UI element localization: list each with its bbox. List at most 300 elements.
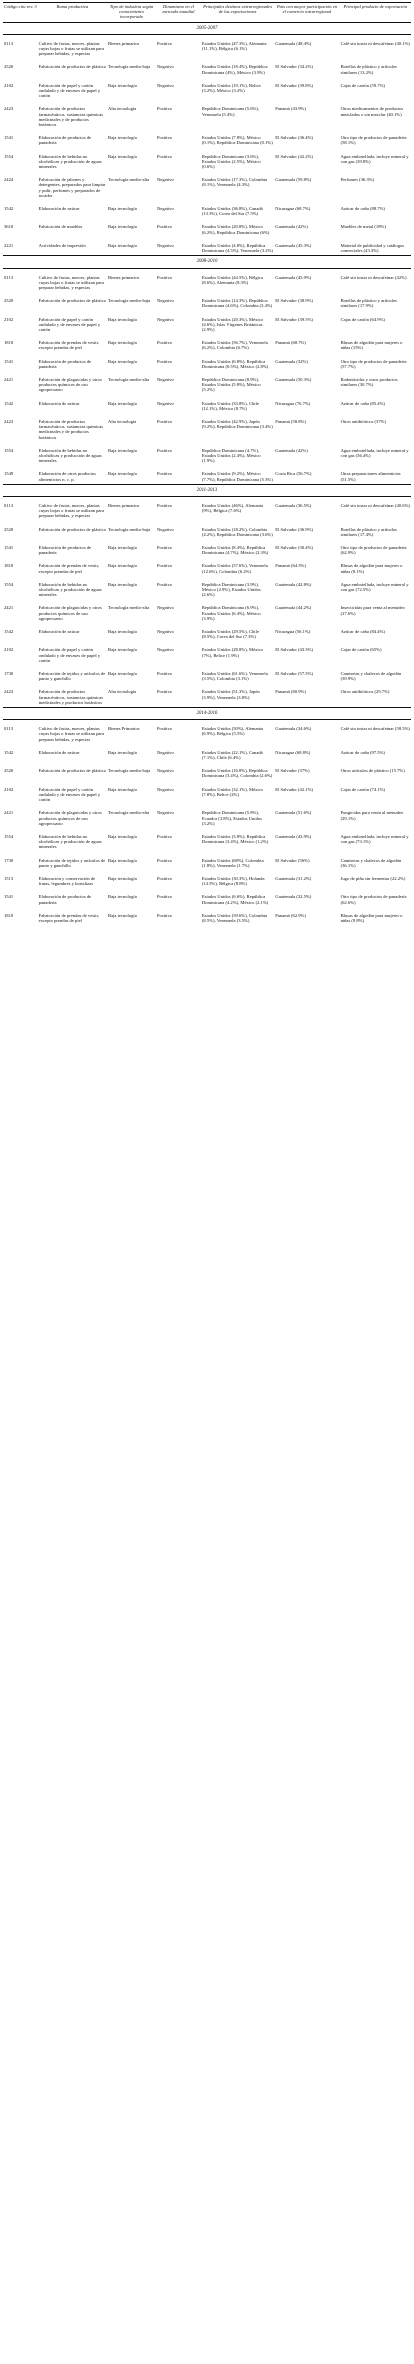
cell-code: 2423 — [4, 106, 14, 112]
table-row — [3, 762, 411, 780]
table-row — [3, 599, 411, 623]
period-label: 2008-2010 — [3, 256, 411, 268]
cell-destinations: Estados Unidos (36.8%), Canadá (13.3%), Corea del Sur (7.5%) — [201, 206, 263, 217]
cell-destinations: Estados Unidos (50%), Alemania (6.9%), Bélgica (5.5%) — [201, 726, 264, 737]
cell-branch: Elaboración de azúcar — [38, 629, 80, 635]
cell-dynamism: Positivo — [156, 135, 173, 141]
table-row — [3, 557, 411, 575]
cell-country: Guatemala (36.5%) — [275, 502, 312, 508]
cell-code: 2421 — [4, 605, 14, 611]
cell-branch: Elaboración y conservación de frutas, legumbres y hortalizas — [38, 875, 96, 887]
cell-branch: Fabricación de papel y cartón ondulado y de envases de papel y cartón — [38, 316, 101, 332]
table-row — [3, 828, 411, 852]
cell-code: 1810 — [4, 563, 14, 569]
cell-dynamism: Positivo — [156, 875, 173, 881]
cell-destinations: República Dominicana (5.6%), Venezuela (5.4%) — [201, 106, 260, 117]
cell-product: Cajas de cartón (65%) — [340, 647, 382, 653]
cell-dynamism: Positivo — [156, 545, 173, 550]
cell-code: 0113 — [4, 274, 14, 280]
cell-dynamism: Negativo — [156, 749, 174, 755]
cell-country: Panamá (60.9%) — [275, 689, 306, 695]
cell-knowledge: Baja tecnología — [108, 545, 137, 550]
cell-product: Blusas de algodón para mujeres o niñas (9.8%) — [340, 912, 403, 923]
table-row — [3, 200, 411, 218]
cell-product: Cajas de cartón (59.7%) — [340, 82, 385, 88]
cell-branch: Fabricación de papel y cartón ondulado y de envases de papel y cartón — [38, 82, 101, 99]
cell-product: Agua embotellada, incluye mineral y con gas (72.5%) — [340, 581, 409, 593]
cell-code: 1810 — [4, 912, 14, 918]
cell-code: 0113 — [4, 726, 14, 732]
cell-dynamism: Positivo — [156, 340, 173, 346]
cell-branch: Fabricación de muebles — [38, 224, 83, 230]
cell-product: Jugo de piña sin fermentar (22.2%) — [340, 875, 406, 881]
cell-knowledge: Baja tecnología — [108, 82, 137, 88]
cell-branch: Fabricación de plaguicidas y otros productos químicos de uso agropecuario — [38, 376, 102, 393]
cell-destinations: Estados Unidos (51.3%), Japón (3.9%), Venezuela (3.8%) — [201, 689, 260, 700]
cell-dynamism: Positivo — [156, 224, 173, 230]
cell-product: Material de publicidad y catálogos comerciales (43.3%) — [340, 242, 405, 254]
cell-branch: Cultivo de frutas, nueces, plantas cuyas hojas o frutas se utilizan para preparar bebidas, y especias — [38, 502, 104, 519]
table-row — [3, 353, 411, 371]
header-code: Código ciiu rev. 3 — [4, 4, 37, 9]
cell-knowledge: Baja tecnología — [108, 833, 137, 839]
cell-product: Insecticidas para venta al menudeo (27.6%) — [340, 605, 405, 616]
cell-country: Guatemala (45.9%) — [275, 274, 312, 280]
table-header — [3, 3, 411, 23]
cell-branch: Elaboración de azúcar — [38, 400, 80, 406]
cell-destinations: Estados Unidos (9.2%), México (7.7%), República Dominicana (5.3%) — [201, 471, 273, 482]
cell-dynamism: Positivo — [156, 418, 173, 424]
cell-knowledge: Bienes primarios — [108, 274, 140, 280]
cell-country: El Salvador (36.9%) — [275, 526, 313, 532]
cell-country: Guatemala (45.3%) — [275, 242, 312, 248]
cell-branch: Fabricación de productos farmacéuticos, sustancias químicas medicinales y de productos botánicos — [38, 418, 104, 440]
cell-dynamism: Negativo — [156, 206, 174, 212]
cell-destinations: Estados Unidos (29.5%), Chile (8.5%), Corea del Sur (7.3%) — [201, 629, 259, 640]
cell-branch: Fabricación de papel y cartón ondulado y de envases de papel y cartón — [38, 786, 101, 803]
cell-product: Azúcar de caña (88.7%) — [340, 206, 385, 212]
table-row — [3, 218, 411, 236]
cell-product: Rodenticidas y otros productos similares (30.7%) — [340, 376, 398, 388]
cell-country: Guatemala (59.8%) — [275, 177, 312, 183]
cell-branch: Fabricación de plaguicidas y otros productos químicos de uso agropecuario — [38, 605, 102, 621]
cell-dynamism: Negativo — [156, 786, 174, 792]
cell-code: 1541 — [4, 894, 14, 900]
cell-code: 1554 — [4, 153, 14, 159]
cell-country: Guatemala (43.9%) — [275, 833, 312, 839]
cell-knowledge: Alta tecnología — [108, 418, 137, 424]
cell-destinations: Estados Unidos (20.3%), México (4.6%), Islas Vírgenes Británicas (2.9%) — [201, 316, 263, 332]
cell-dynamism: Negativo — [156, 629, 174, 635]
table-row — [3, 781, 411, 805]
page — [0, 0, 414, 925]
cell-knowledge: Bienes primarios — [108, 502, 140, 508]
header-branch: Rama productiva — [56, 4, 89, 9]
cell-product: Camisetas y chalecos de algodón (39.9%) — [340, 671, 402, 682]
cell-knowledge: Tecnología medio-baja — [108, 768, 151, 774]
cell-dynamism: Positivo — [156, 833, 173, 839]
cell-country: Guatemala (42.8%) — [275, 581, 312, 587]
cell-product: Otro tipo de productos de panadería (62.6%) — [340, 894, 407, 905]
cell-dynamism: Negativo — [156, 810, 174, 816]
cell-branch: Elaboración de bebidas no alcohólicas y producción de aguas minerales — [38, 153, 102, 170]
cell-destinations: Estados Unidos (7.8%), México (0.1%), República Dominicana (0.1%) — [201, 135, 273, 146]
cell-dynamism: Positivo — [156, 153, 173, 159]
cell-code: 1554 — [4, 833, 14, 839]
cell-code: 2520 — [4, 768, 14, 774]
cell-branch: Cultivo de frutas, nueces, plantas cuyas hojas o frutas se utilizan para preparar bebidas, y especias — [38, 274, 104, 290]
table-row — [3, 720, 411, 744]
cell-country: Panamá (64.3%) — [275, 563, 306, 569]
cell-product: Otro tipo de productos de panadería (58.1%) — [340, 135, 407, 146]
cell-product: Agua embotellada, incluye mineral y con gas (36.4%) — [340, 447, 409, 458]
cell-code: 2102 — [4, 316, 14, 322]
cell-branch: Fabricación de productos de plástico — [38, 298, 107, 304]
cell-code: 1554 — [4, 581, 14, 587]
cell-knowledge: Baja tecnología — [108, 153, 137, 159]
cell-branch: Fabricación de productos farmacéuticos, sustancias químicas medicinales y productos botánicos — [38, 689, 104, 705]
cell-knowledge: Tecnología medio-alta — [108, 177, 150, 183]
cell-branch: Elaboración de azúcar — [38, 206, 80, 212]
cell-destinations: Estados Unidos (17.3%), Colombia (8.1%), Venezuela (4.3%) — [201, 177, 268, 188]
cell-country: Guatemala (32%) — [275, 358, 308, 364]
cell-code: 1542 — [4, 400, 14, 406]
cell-branch: Fabricación de productos de plástico — [38, 64, 107, 70]
cell-country: Guatemala (42%) — [275, 447, 308, 453]
cell-branch: Elaboración de productos de panadería — [38, 358, 92, 369]
cell-knowledge: Baja tecnología — [108, 912, 137, 918]
cell-code: 0113 — [4, 502, 14, 508]
cell-code: 2520 — [4, 64, 14, 70]
cell-destinations: Estados Unidos (32.1%), México (7.8%), Belice (2%) — [201, 786, 263, 797]
cell-branch: Cultivo de frutas, nueces, plantas cuyas hojas o frutas se utilizan para preparar bebidas, y especias — [38, 40, 104, 57]
table-row — [3, 521, 411, 539]
cell-dynamism: Negativo — [156, 64, 174, 70]
cell-country: Nicaragua (76.7%) — [275, 400, 311, 406]
cell-dynamism: Negativo — [156, 82, 174, 88]
cell-destinations: República Dominicana (3.9%), México (2.9%), Estados Unidos (2.6%) — [201, 581, 261, 598]
cell-code: 1730 — [4, 857, 14, 863]
cell-country: El Salvador (43.3%) — [275, 647, 313, 653]
cell-branch: Elaboración de bebidas no alcohólicas y producción de aguas minerales — [38, 581, 102, 598]
table-row — [3, 292, 411, 310]
table-row — [3, 888, 411, 906]
table-row — [3, 442, 411, 466]
cell-country: Costa Rica (56.7%) — [275, 471, 312, 477]
header-knowledge: Tipo de industria según conocimiento incorporado — [109, 4, 154, 20]
cell-product: Fungicidas para venta al menudeo (29.1%) — [340, 810, 404, 821]
cell-destinations: Estados Unidos (18.2%), Colombia (4.2%), República Dominicana (3.6%) — [201, 526, 273, 537]
cell-code: 2102 — [4, 82, 14, 88]
table-row — [3, 539, 411, 557]
cell-knowledge: Tecnología medio-alta — [108, 376, 150, 382]
cell-knowledge: Baja tecnología — [108, 671, 137, 677]
cell-country: Nicaragua (68.8%) — [275, 749, 311, 755]
cell-product: Agua embotellada, incluye mineral y con gas (73.1%) — [340, 833, 409, 845]
period-row — [3, 22, 411, 34]
cell-dynamism: Negativo — [156, 768, 174, 774]
cell-code: 2520 — [4, 526, 14, 532]
cell-knowledge: Baja tecnología — [108, 647, 137, 653]
cell-knowledge: Baja tecnología — [108, 629, 137, 635]
cell-knowledge: Tecnología medio-baja — [108, 298, 151, 304]
table-row — [3, 371, 411, 395]
cell-knowledge: Baja tecnología — [108, 135, 137, 141]
cell-product: Otros medicamentos de productos mezclados o sin mezclar (40.1%) — [340, 106, 404, 117]
cell-knowledge: Baja tecnología — [108, 786, 137, 792]
cell-knowledge: Baja tecnología — [108, 471, 137, 477]
cell-dynamism: Positivo — [156, 689, 173, 695]
cell-country: El Salvador (34.2%) — [275, 64, 313, 70]
cell-knowledge: Baja tecnología — [108, 358, 137, 364]
cell-destinations: Estados Unidos (61.6%), Venezuela (3.5%), Colombia (3.1%) — [201, 671, 268, 682]
cell-country: El Salvador (36.4%) — [275, 135, 313, 141]
cell-country: Panamá (62.9%) — [275, 912, 306, 918]
table-row — [3, 148, 411, 172]
cell-code: 1541 — [4, 358, 14, 364]
cell-dynamism: Positivo — [156, 857, 173, 863]
table-row — [3, 171, 411, 200]
cell-destinations: Estados Unidos (30.3%), Holanda (14.5%), Bélgica (8.8%) — [201, 875, 265, 887]
cell-destinations: Estados Unidos (6.8%), República Dominicana (0.5%), México (2.8%) — [201, 358, 269, 369]
cell-code: 3610 — [4, 224, 14, 230]
cell-code: 1554 — [4, 447, 14, 453]
cell-knowledge: Tecnología medio-baja — [108, 526, 151, 532]
table-row — [3, 496, 411, 520]
cell-destinations: Estados Unidos (14.3%), República Dominicana (4.6%), Colombia (3.4%) — [201, 298, 273, 309]
header-product: Principal producto de exportación — [343, 4, 408, 9]
cell-product: Blusas de algodón para mujeres o niñas (8.1%) — [340, 563, 403, 574]
cell-destinations: Estados Unidos (19.1%), Belice (3.2%), México (3.2%) — [201, 82, 261, 94]
cell-destinations: Estados Unidos (16.8%), República Dominicana (3.4%), Colombia (2.6%) — [201, 768, 273, 779]
cell-country: Panamá (43.9%) — [275, 106, 306, 112]
cell-branch: Fabricación de prendas de vestir, excepto prendas de piel — [38, 340, 100, 351]
cell-knowledge: Bienes Primarios — [108, 726, 140, 732]
cell-destinations: República Dominicana (5.8%), Ecuador (3.8%), Estados Unidos (3.2%) — [201, 810, 262, 826]
cell-product: Perfumes (36.3%) — [340, 177, 374, 183]
table-row — [3, 576, 411, 600]
cell-destinations: Estados Unidos (22.1%), Canadá (7.1%), Chile (6.4%) — [201, 749, 263, 761]
cell-knowledge: Baja tecnología — [108, 875, 137, 881]
cell-code: 1541 — [4, 545, 14, 550]
cell-country: Guatemala (34.6%) — [275, 726, 312, 732]
cell-dynamism: Negativo — [156, 316, 174, 322]
cell-knowledge: Baja tecnología — [108, 316, 137, 322]
cell-branch: Elaboración de productos de panadería — [38, 545, 92, 556]
cell-destinations: Estados Unidos (46%), Alemania (9%), Bélgica (7.6%) — [201, 502, 264, 514]
cell-branch: Elaboración de bebidas no alcohólicas y producción de aguas minerales — [38, 833, 102, 850]
cell-code: 2423 — [4, 689, 14, 695]
cell-knowledge: Baja tecnología — [108, 224, 137, 230]
cell-branch: Cultivo de frutas, nueces, plantas cuyas hojas o frutas se utilizan para preparar bebidas, y especias — [38, 726, 104, 742]
cell-country: Guatemala (50.3%) — [275, 376, 312, 382]
cell-product: Azúcar de caña (85.4%) — [340, 400, 385, 406]
cell-country: Guatemala (51.6%) — [275, 810, 312, 816]
table-row — [3, 58, 411, 76]
cell-product: Azúcar de caña (84.4%) — [340, 629, 385, 635]
cell-branch: Elaboración de otros productos alimenticios n. c. p. — [38, 471, 96, 482]
cell-knowledge: Bienes primarios — [108, 40, 140, 46]
cell-product: Cajas de cartón (74.1%) — [340, 786, 385, 792]
table-row — [3, 311, 411, 335]
table-row — [3, 268, 411, 292]
table-row — [3, 34, 411, 58]
cell-knowledge: Baja tecnología — [108, 563, 137, 569]
cell-product: Azúcar de caña (97.5%) — [340, 749, 385, 755]
cell-country: El Salvador (56%) — [275, 857, 310, 863]
cell-product: Otro tipo de productos de panadería (57.7%) — [340, 358, 407, 369]
cell-knowledge: Tecnología medio-baja — [108, 64, 151, 70]
cell-destinations: República Dominicana (8.9%), Estados Unidos (5.8%), México (5.2%) — [201, 376, 261, 393]
table-row — [3, 852, 411, 870]
period-label: 2005-2007 — [3, 22, 411, 34]
cell-country: Guatemala (32.5%) — [275, 894, 312, 900]
cell-dynamism: Positivo — [156, 726, 173, 732]
export-table — [3, 2, 411, 925]
cell-branch: Fabricación de plaguicidas y otros productos químicos de uso agropecuario — [38, 810, 102, 826]
cell-branch: Actividades de impresión — [38, 242, 86, 248]
cell-country: El Salvador (42.1%) — [275, 786, 313, 792]
cell-dynamism: Positivo — [156, 106, 173, 112]
cell-product: Café sin tostar ni descafeinar (42%) — [340, 274, 407, 280]
cell-branch: Elaboración de productos de panadería — [38, 894, 92, 905]
header-country: País con mayor participación en el comercio intrarregional — [276, 4, 338, 15]
cell-code: 2102 — [4, 647, 14, 653]
cell-country: El Salvador (39.5%) — [275, 316, 313, 322]
period-label: 2011-2013 — [3, 484, 411, 496]
cell-code: 2102 — [4, 786, 14, 792]
cell-code: 2421 — [4, 376, 14, 382]
cell-product: Café sin tostar ni descafeinar (58.5%) — [340, 726, 410, 732]
table-row — [3, 623, 411, 641]
cell-destinations: Estados Unidos (59.6%), Colombia (8.5%), Venezuela (3.5%) — [201, 912, 268, 923]
cell-knowledge: Alta tecnología — [108, 689, 137, 695]
cell-country: El Salvador (30.4%) — [275, 545, 313, 550]
cell-dynamism: Negativo — [156, 526, 174, 532]
cell-code: 1542 — [4, 629, 14, 635]
cell-product: Otros artículos de plástico (15.7%) — [340, 768, 405, 774]
table-row — [3, 77, 411, 101]
cell-destinations: Estados Unidos (44.5%), Bélgica (8.6%), Alemania (8.3%) — [201, 274, 263, 285]
cell-country: Nicaragua (56.1%) — [275, 629, 311, 635]
cell-country: Guatemala (42%) — [275, 224, 308, 230]
table-row — [3, 744, 411, 762]
cell-code: 2520 — [4, 298, 14, 304]
header-dynamism: Dinamismo en el mercado mundial — [162, 4, 195, 15]
cell-branch: Fabricación de tejidos y artículos de punto y ganchillo — [38, 671, 106, 682]
table-row — [3, 413, 411, 442]
cell-product: Camisetas y chalecos de algodón (36.1%) — [340, 857, 402, 868]
cell-branch: Fabricación de productos farmacéuticos, sustancias químicas medicinales y de productos botánicos — [38, 106, 104, 128]
cell-dynamism: Positivo — [156, 447, 173, 453]
cell-code: 1549 — [4, 471, 14, 477]
cell-product: Botellas de plástico y artículos similares (13.2%) — [340, 64, 397, 75]
cell-knowledge: Baja tecnología — [108, 857, 137, 863]
cell-product: Muebles de metal (18%) — [340, 224, 386, 230]
header-destinations: Principales destinos extrarregionales de las exportaciones — [203, 4, 273, 15]
cell-country: El Salvador (38.9%) — [275, 298, 313, 304]
cell-branch: Fabricación de productos de plástico — [38, 526, 107, 532]
cell-product: Botellas de plástico y artículos similares (17.9%) — [340, 298, 397, 309]
cell-branch: Fabricación de prendas de vestir, excepto prendas de piel — [38, 563, 100, 574]
cell-country: El Salvador (39.8%) — [275, 82, 313, 88]
cell-knowledge: Baja tecnología — [108, 242, 137, 248]
cell-country: Panamá (68.7%) — [275, 340, 306, 346]
cell-destinations: Estados Unidos (6.6%), República Dominicana (4.2%), México (2.1%) — [201, 894, 269, 905]
cell-destinations: Estados Unidos (28.8%), México (7%), Belice (1.9%) — [201, 647, 263, 658]
cell-destinations: Estados Unidos (56.7%), Venezuela (6.2%), Colombia (6.7%) — [201, 340, 268, 351]
cell-branch: Fabricación de papel y cartón ondulado y de envases de papel y cartón — [38, 647, 101, 663]
cell-destinations: Estados Unidos (20.8%), México (6.2%), República Dominicana (6%) — [201, 224, 270, 235]
cell-code: 0113 — [4, 40, 14, 46]
cell-code: 1542 — [4, 749, 14, 755]
period-row — [3, 484, 411, 496]
cell-code: 1810 — [4, 340, 14, 346]
table-body — [3, 22, 411, 925]
cell-code: 1730 — [4, 671, 14, 677]
cell-dynamism: Positivo — [156, 671, 173, 677]
cell-branch: Fabricación de prendas de vestir, excepto prendas de piel — [38, 912, 100, 923]
cell-destinations: Estados Unidos (68%), Colombia (1.8%), Venezuela (1.7%) — [201, 857, 264, 868]
cell-branch: Fabricación de tejidos y artículos de punto y ganchillo — [38, 857, 106, 868]
cell-knowledge: Tecnología medio-alta — [108, 810, 150, 816]
cell-branch: Fabricación de jabones y detergentes, preparados para limpiar y pulir, perfumes y preparados de tocador — [38, 177, 106, 198]
cell-branch: Elaboración de productos de panadería — [38, 135, 92, 146]
cell-product: Cajas de cartón (64.9%) — [340, 316, 385, 322]
cell-destinations: Estados Unidos (33.8%), Chile (12.1%), México (8.7%) — [201, 400, 259, 411]
table-row — [3, 100, 411, 129]
cell-code: 1541 — [4, 135, 14, 141]
table-row — [3, 907, 411, 925]
cell-code: 1513 — [4, 875, 14, 881]
table-row — [3, 870, 411, 888]
cell-dynamism: Negativo — [156, 177, 174, 183]
cell-dynamism: Negativo — [156, 605, 174, 611]
cell-knowledge: Alta tecnología — [108, 106, 137, 112]
cell-product: Blusas de algodón para mujeres o niñas (15%) — [340, 340, 403, 351]
cell-destinations: Estados Unidos (3.8%), República Dominicana (3.4%), México (1.2%) — [201, 833, 269, 845]
cell-knowledge: Baja tecnología — [108, 447, 137, 453]
table-row — [3, 395, 411, 413]
table-row — [3, 237, 411, 256]
cell-knowledge: Baja tecnología — [108, 206, 137, 212]
cell-dynamism: Negativo — [156, 400, 174, 406]
cell-knowledge: Baja tecnología — [108, 340, 137, 346]
table-row — [3, 129, 411, 147]
table-row — [3, 683, 411, 707]
cell-destinations: Estados Unidos (4.8%), República Dominicana (4.5%), Venezuela (3.2%) — [201, 242, 273, 254]
period-row — [3, 708, 411, 720]
cell-branch: Fabricación de productos de plástico — [38, 768, 107, 774]
cell-code: 1542 — [4, 206, 14, 212]
cell-country: Guatemala (48.4%) — [275, 40, 312, 46]
cell-branch: Elaboración de azúcar — [38, 749, 80, 755]
cell-product: Otros antibióticos (37%) — [340, 418, 386, 424]
cell-code: 2221 — [4, 242, 14, 248]
cell-knowledge: Baja tecnología — [108, 749, 137, 755]
table-row — [3, 804, 411, 828]
cell-product: Otros antibióticos (29.7%) — [340, 689, 390, 695]
period-label: 2014-2016 — [3, 708, 411, 720]
cell-dynamism: Positivo — [156, 40, 173, 46]
cell-code: 2423 — [4, 418, 14, 424]
cell-product: Café sin tostar ni descafeinar (40.6%) — [340, 502, 410, 508]
cell-country: Panamá (58.8%) — [275, 418, 306, 424]
cell-dynamism: Positivo — [156, 358, 173, 364]
cell-destinations: República Dominicana (3.6%), Estados Unidos (2.5%), México (0.6%) — [201, 153, 261, 170]
cell-product: Otras preparaciones alimenticias (51.5%) — [340, 471, 401, 482]
cell-product: Botellas de plástico y artículos similares (17.4%) — [340, 526, 397, 537]
